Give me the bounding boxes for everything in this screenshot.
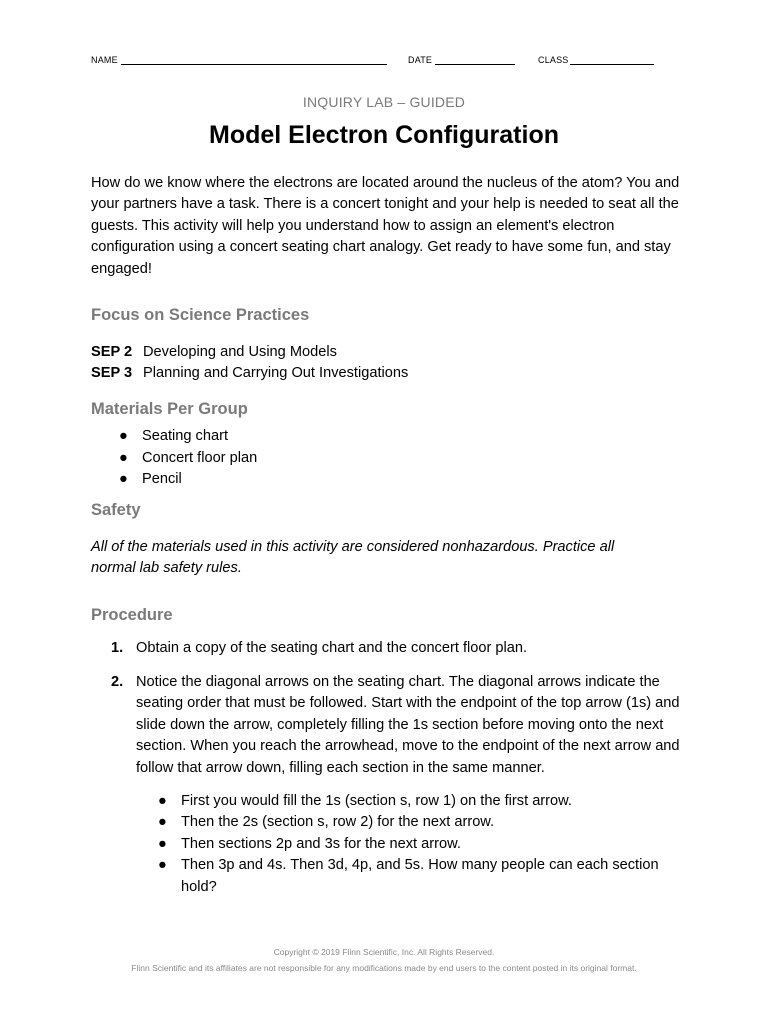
name-label: NAME [91, 55, 118, 65]
name-field[interactable] [91, 51, 387, 65]
list-item [158, 855, 678, 898]
bullet-icon: ● [158, 793, 167, 809]
bullet-icon: ● [158, 857, 167, 874]
bullet-icon: ● [119, 428, 128, 444]
date-label: DATE [408, 55, 433, 65]
sep-text: Planning and Carrying Out Investigations [143, 365, 409, 381]
bullet-icon: ● [158, 835, 167, 852]
procedure-step [111, 672, 683, 779]
lab-type-kicker: INQUIRY LAB – GUIDED [302, 94, 466, 110]
date-blank-line[interactable] [435, 51, 515, 65]
materials-list [119, 426, 257, 491]
list-item [119, 426, 257, 448]
step-number: 2. [111, 674, 124, 690]
class-blank-line[interactable] [570, 51, 654, 65]
safety-text: All of the materials used in this activity are considered nonhazardous. Practice all normal lab safety rules. [91, 539, 615, 577]
student-info-header [91, 51, 661, 67]
disclaimer-notice: Flinn Scientific and its affiliates are not responsible for any modifications made by end users to the content posted in its original format. [131, 963, 637, 973]
step-2-sub-bullets [158, 791, 678, 898]
focus-heading: Focus on Science Practices [91, 306, 310, 324]
bullet-icon: ● [119, 449, 128, 466]
sub-bullet-text: Then 3p and 4s. Then 3d, 4p, and 5s. How many people can each section hold? [181, 857, 659, 895]
sep-code: SEP 3 [91, 365, 133, 381]
step-text: Notice the diagonal arrows on the seating chart. The diagonal arrows indicate the seating order that must be followed. Start with the endpoint of the top arrow (1s) and slide down the arrow, completely filling the 1s section before moving onto the next section. When you reach the arrowhead, move to the endpoint of the next arrow and follow that arrow down, filling each section in the same manner. [136, 674, 680, 776]
material-text: Pencil [142, 471, 182, 488]
list-item [119, 469, 257, 491]
bullet-icon: ● [158, 814, 167, 831]
list-item [119, 448, 257, 470]
list-item [158, 812, 678, 833]
list-item [158, 834, 678, 855]
sub-bullet-text: Then sections 2p and 3s for the next arrow. [181, 835, 461, 852]
procedure-heading: Procedure [91, 606, 173, 624]
material-text: Concert floor plan [142, 449, 258, 466]
step-text: Obtain a copy of the seating chart and the concert floor plan. [136, 640, 528, 656]
sep-code: SEP 2 [91, 344, 133, 360]
sub-bullet-text: First you would fill the 1s (section s, row 1) on the first arrow. [181, 793, 572, 809]
sep-item [91, 363, 408, 384]
name-blank-line[interactable] [121, 51, 387, 65]
step-1 [111, 638, 683, 659]
intro-paragraph: How do we know where the electrons are located around the nucleus of the atom? You and your partners have a task. There is a concert tonight and your help is needed to seat all the guests. This activity will help you understand how to assign an element's electron configuration using a concert seating chart analogy. Get ready to have some fun, and stay engaged! [91, 175, 680, 277]
sep-text: Developing and Using Models [143, 344, 337, 360]
procedure-step [111, 638, 683, 659]
step-number: 1. [111, 640, 124, 656]
date-field[interactable] [408, 51, 515, 65]
class-field[interactable] [538, 51, 654, 65]
sep-item [91, 342, 337, 363]
safety-heading: Safety [91, 501, 141, 519]
material-text: Seating chart [142, 428, 228, 444]
step-2 [111, 672, 683, 779]
list-item [158, 791, 678, 812]
sub-bullet-text: Then the 2s (section s, row 2) for the next arrow. [181, 814, 495, 831]
page-title: Model Electron Configuration [209, 121, 559, 149]
bullet-icon: ● [119, 471, 128, 488]
copyright-notice: Copyright © 2019 Flinn Scientific, Inc. All Rights Reserved. [273, 947, 495, 957]
materials-heading: Materials Per Group [91, 400, 248, 418]
class-label: CLASS [538, 55, 569, 65]
